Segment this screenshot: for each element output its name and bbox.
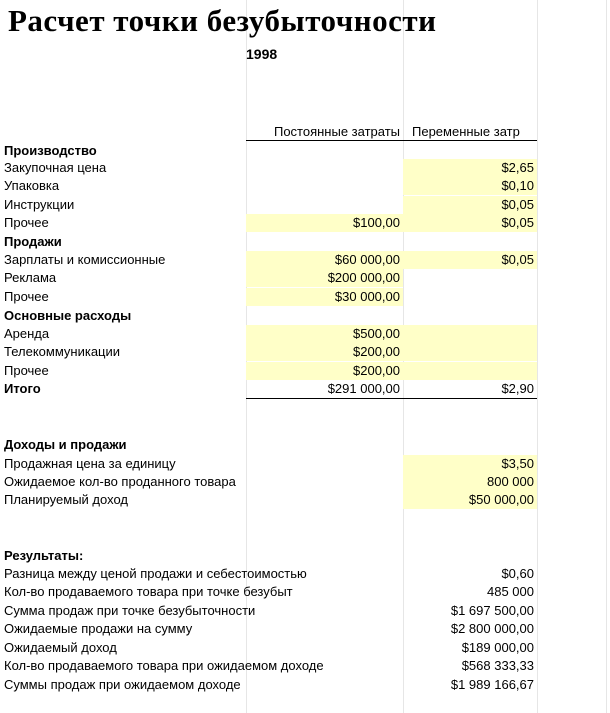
table-row <box>0 196 610 214</box>
value-cell[interactable]: 485 000 <box>487 584 534 599</box>
section-heading-revenue <box>0 436 610 454</box>
variable-cost-cell[interactable] <box>403 269 537 287</box>
table-row <box>0 565 610 583</box>
section-heading-label: Результаты: <box>4 548 84 563</box>
section-heading-production <box>0 142 610 160</box>
row-label: Зарплаты и комиссионные <box>4 252 166 267</box>
row-label: Аренда <box>4 326 50 341</box>
value-cell[interactable]: $2 800 000,00 <box>450 621 534 636</box>
table-row <box>0 159 610 177</box>
value-cell[interactable]: $189 000,00 <box>461 640 534 655</box>
row-label: Упаковка <box>4 178 60 193</box>
table-row <box>0 251 610 269</box>
total-fixed-cell[interactable]: $291 000,00 <box>327 381 400 396</box>
row-label: Разница между ценой продажи и себестоимостью <box>4 566 307 581</box>
table-row <box>0 473 610 491</box>
table-row <box>0 639 610 657</box>
section-heading-sales <box>0 233 610 251</box>
table-row <box>0 288 610 306</box>
total-row <box>0 380 610 398</box>
section-heading-results <box>0 547 610 565</box>
value-cell[interactable]: $1 697 500,00 <box>450 603 534 618</box>
variable-cost-cell[interactable]: $0,10 <box>403 177 537 195</box>
table-row <box>0 177 610 195</box>
variable-cost-cell[interactable]: $2,65 <box>403 159 537 177</box>
fixed-cost-cell[interactable]: $500,00 <box>246 325 403 343</box>
row-label: Продажная цена за единицу <box>4 456 176 471</box>
total-label: Итого <box>4 381 41 396</box>
total-underline <box>246 398 537 399</box>
row-label: Ожидаемое кол-во проданного товара <box>4 474 236 489</box>
fixed-cost-cell[interactable]: $200,00 <box>246 343 403 361</box>
variable-costs-header: Переменные затр <box>403 124 537 141</box>
fixed-cost-cell[interactable] <box>246 177 403 195</box>
table-row <box>0 602 610 620</box>
variable-cost-cell[interactable] <box>403 288 537 306</box>
variable-cost-cell[interactable]: $0,05 <box>403 196 537 214</box>
table-row <box>0 343 610 361</box>
value-cell[interactable]: 800 000 <box>403 473 537 491</box>
fixed-cost-cell[interactable] <box>246 196 403 214</box>
row-label: Кол-во продаваемого товара при точке безубыт <box>4 584 293 599</box>
table-row <box>0 325 610 343</box>
table-row <box>0 491 610 509</box>
fixed-cost-cell[interactable] <box>246 159 403 177</box>
row-label: Закупочная цена <box>4 160 107 175</box>
table-row <box>0 676 610 694</box>
value-cell[interactable]: $1 989 166,67 <box>450 677 534 692</box>
table-row <box>0 362 610 380</box>
variable-cost-cell[interactable] <box>403 362 537 380</box>
table-row <box>0 620 610 638</box>
table-row <box>0 583 610 601</box>
value-cell[interactable]: $50 000,00 <box>403 491 537 509</box>
value-cell[interactable]: $568 333,33 <box>461 658 534 673</box>
section-heading-overhead <box>0 307 610 325</box>
row-label: Телекоммуникации <box>4 344 121 359</box>
row-label: Ожидаемые продажи на сумму <box>4 621 193 636</box>
row-label: Сумма продаж при точке безубыточности <box>4 603 256 618</box>
section-heading-label: Основные расходы <box>4 308 132 323</box>
section-heading-label: Доходы и продажи <box>4 437 127 452</box>
table-row <box>0 657 610 675</box>
row-label: Реклама <box>4 270 57 285</box>
variable-cost-cell[interactable] <box>403 343 537 361</box>
section-heading-label: Продажи <box>4 234 62 249</box>
row-label: Планируемый доход <box>4 492 128 507</box>
value-cell[interactable]: $0,60 <box>501 566 534 581</box>
fixed-cost-cell[interactable]: $200,00 <box>246 362 403 380</box>
row-label: Ожидаемый доход <box>4 640 117 655</box>
fixed-cost-cell[interactable]: $30 000,00 <box>246 288 403 306</box>
variable-cost-cell[interactable] <box>403 325 537 343</box>
fixed-costs-header: Постоянные затраты <box>246 124 403 141</box>
variable-cost-cell[interactable]: $0,05 <box>403 251 537 269</box>
variable-cost-cell[interactable]: $0,05 <box>403 214 537 232</box>
table-row <box>0 455 610 473</box>
section-heading-label: Производство <box>4 143 97 158</box>
value-cell[interactable]: $3,50 <box>403 455 537 473</box>
row-label: Суммы продаж при ожидаемом доходе <box>4 677 241 692</box>
row-label: Инструкции <box>4 197 75 212</box>
year-label: 1998 <box>246 46 278 62</box>
fixed-cost-cell[interactable]: $200 000,00 <box>246 269 403 287</box>
total-variable-cell[interactable]: $2,90 <box>501 381 534 396</box>
fixed-cost-cell[interactable]: $60 000,00 <box>246 251 403 269</box>
row-label: Прочее <box>4 363 49 378</box>
table-row <box>0 269 610 287</box>
row-label: Прочее <box>4 289 49 304</box>
fixed-cost-cell[interactable]: $100,00 <box>246 214 403 232</box>
row-label: Прочее <box>4 215 49 230</box>
table-row <box>0 214 610 232</box>
row-label: Кол-во продаваемого товара при ожидаемом доходе <box>4 658 324 673</box>
page-title: Расчет точки безубыточности <box>8 3 437 38</box>
